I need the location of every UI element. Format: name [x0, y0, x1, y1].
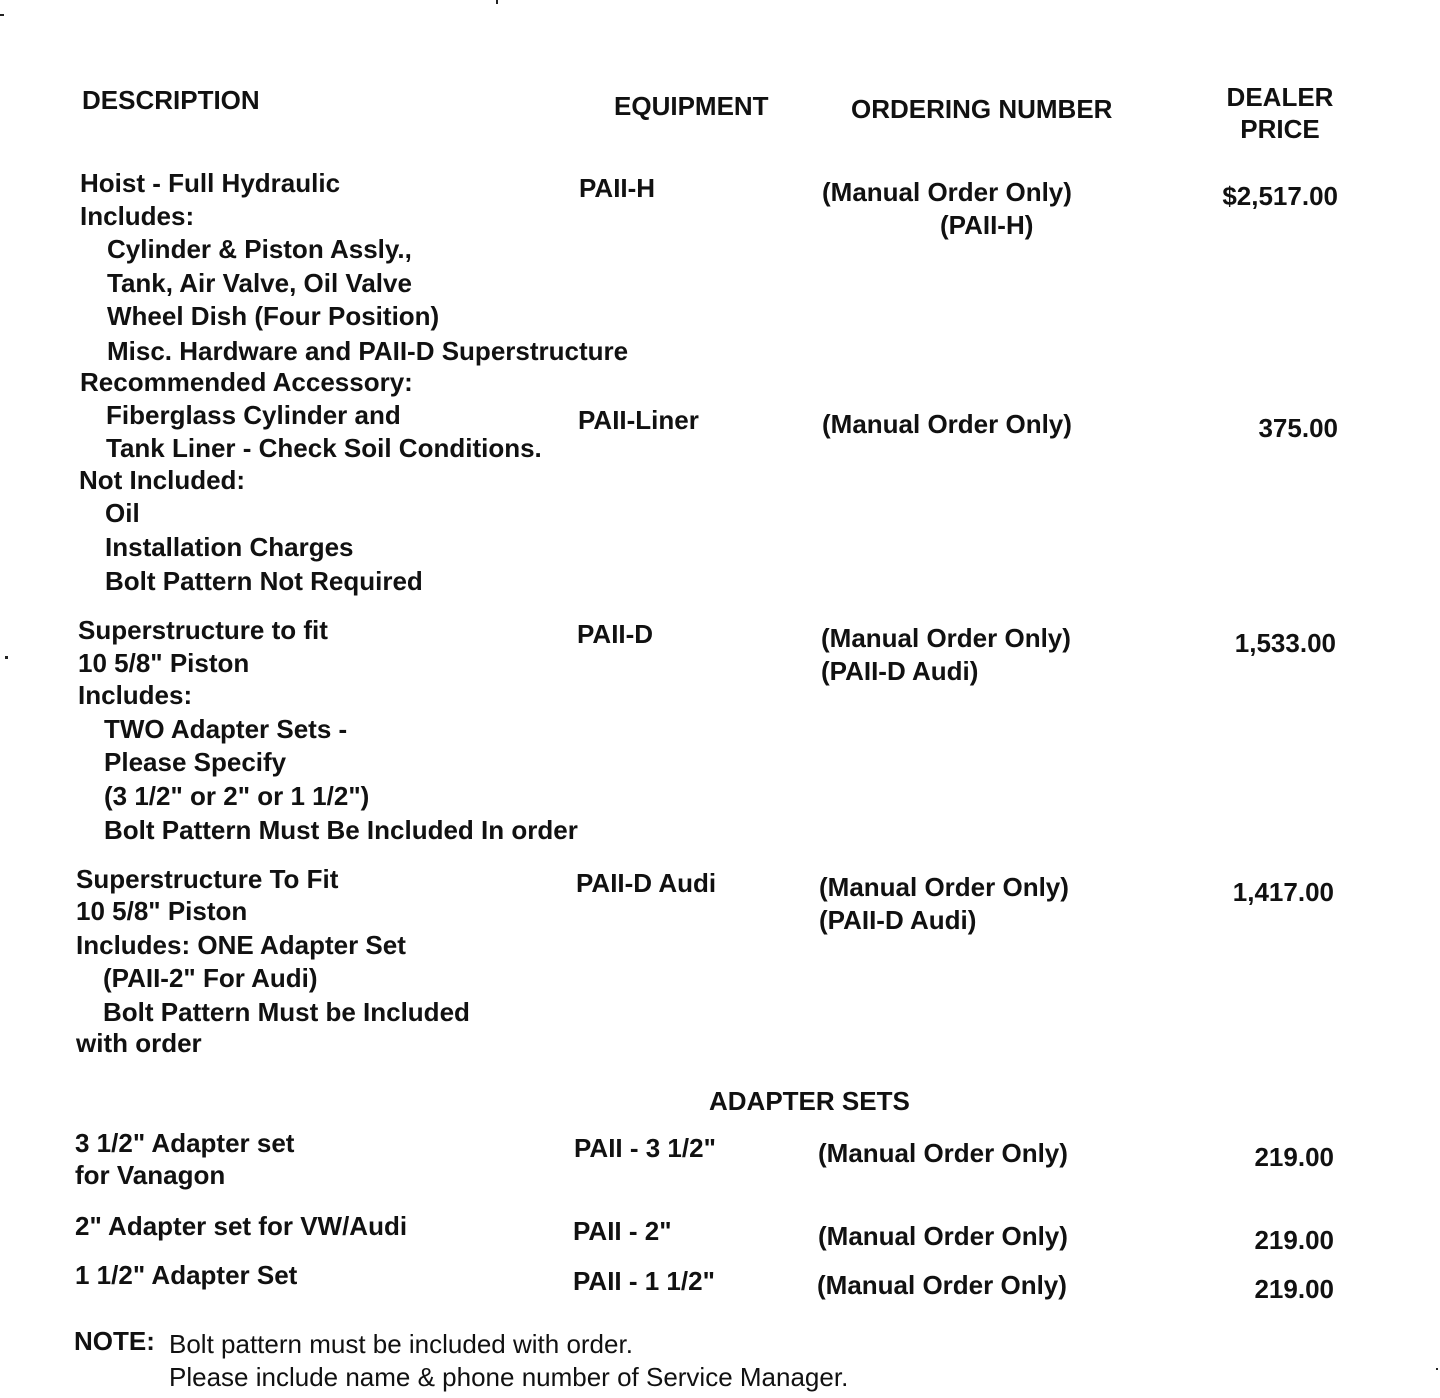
adapter2-equipment: PAII - 2"	[573, 1216, 672, 1246]
item4-equipment: PAII-D Audi	[576, 868, 717, 898]
item1-desc-line: Wheel Dish (Four Position)	[107, 301, 440, 331]
item3-desc-line: Superstructure to fit	[78, 615, 328, 645]
adapter1-desc-line: for Vanagon	[75, 1160, 226, 1190]
adapter2-desc-line: 2" Adapter set for VW/Audi	[75, 1211, 408, 1241]
item4-ordering-line: (Manual Order Only)	[819, 872, 1069, 902]
item2-desc-line: Installation Charges	[105, 532, 354, 562]
item1-desc-line: Hoist - Full Hydraulic	[80, 168, 341, 198]
item2-equipment: PAII-Liner	[578, 405, 699, 435]
item2-desc-line: Bolt Pattern Not Required	[105, 566, 423, 596]
adapter1-desc-line: 3 1/2" Adapter set	[75, 1128, 295, 1158]
item3-desc-line: TWO Adapter Sets -	[104, 714, 348, 744]
note-label: NOTE:	[74, 1326, 155, 1356]
adapter3-desc-line: 1 1/2" Adapter Set	[75, 1260, 298, 1290]
item4-desc-line: Includes: ONE Adapter Set	[76, 930, 406, 960]
adapter1-price: 219.00	[1254, 1142, 1334, 1172]
item4-desc-line: (PAII-2" For Audi)	[103, 963, 318, 993]
item4-desc-line: 10 5/8" Piston	[76, 896, 248, 926]
item2-price: 375.00	[1258, 413, 1338, 443]
item2-desc-line: Recommended Accessory:	[80, 367, 413, 397]
item2-desc-line: Not Included:	[79, 465, 246, 495]
header-equipment: EQUIPMENT	[614, 91, 769, 121]
item1-ordering-line: (PAII-H)	[940, 210, 1034, 240]
item3-ordering-line: (PAII-D Audi)	[821, 656, 979, 686]
adapter-sets-heading: ADAPTER SETS	[709, 1086, 910, 1116]
adapter2-price: 219.00	[1254, 1225, 1334, 1255]
scan-speck	[0, 14, 4, 16]
header-description: DESCRIPTION	[82, 85, 260, 115]
adapter3-price: 219.00	[1254, 1274, 1334, 1304]
adapter1-equipment: PAII - 3 1/2"	[574, 1133, 716, 1163]
scan-speck	[1436, 1368, 1438, 1370]
item4-price: 1,417.00	[1232, 877, 1334, 907]
adapter1-ordering: (Manual Order Only)	[818, 1138, 1068, 1168]
item3-desc-line: Bolt Pattern Must Be Included In order	[104, 815, 578, 845]
item1-ordering-line: (Manual Order Only)	[822, 177, 1072, 207]
item4-desc-line: Superstructure To Fit	[76, 864, 339, 894]
item2-desc-line: Oil	[105, 498, 140, 528]
item3-desc-line: (3 1/2" or 2" or 1 1/2")	[104, 781, 370, 811]
item1-desc-line: Tank, Air Valve, Oil Valve	[107, 268, 412, 298]
adapter3-equipment: PAII - 1 1/2"	[573, 1266, 715, 1296]
scan-speck	[5, 656, 8, 659]
item2-desc-line: Fiberglass Cylinder and	[106, 400, 401, 430]
item4-ordering-line: (PAII-D Audi)	[819, 905, 977, 935]
header-ordering-number: ORDERING NUMBER	[851, 94, 1113, 124]
item3-desc-line: Includes:	[78, 680, 193, 710]
item2-desc-line: Tank Liner - Check Soil Conditions.	[106, 433, 542, 463]
item1-desc-line: Cylinder & Piston Assly.,	[107, 234, 412, 264]
note-line2: Please include name & phone number of Service Manager.	[169, 1362, 849, 1392]
item1-desc-line: Misc. Hardware and PAII-D Superstructure	[107, 336, 629, 366]
item1-price: $2,517.00	[1222, 181, 1338, 211]
item3-desc-line: 10 5/8" Piston	[78, 648, 250, 678]
item3-price: 1,533.00	[1234, 628, 1336, 658]
header-dealer-price-line2: PRICE	[1240, 114, 1320, 144]
item1-equipment: PAII-H	[579, 173, 656, 203]
item1-desc-line: Includes:	[80, 201, 195, 231]
item3-desc-line: Please Specify	[104, 747, 287, 777]
item3-ordering-line: (Manual Order Only)	[821, 623, 1071, 653]
item4-desc-line: with order	[76, 1028, 202, 1058]
item4-desc-line: Bolt Pattern Must be Included	[103, 997, 470, 1027]
item3-equipment: PAII-D	[577, 619, 654, 649]
note-line1: Bolt pattern must be included with order.	[169, 1329, 633, 1359]
scan-speck	[496, 0, 498, 4]
adapter2-ordering: (Manual Order Only)	[818, 1221, 1068, 1251]
item2-ordering-line: (Manual Order Only)	[822, 409, 1072, 439]
adapter3-ordering: (Manual Order Only)	[817, 1270, 1067, 1300]
header-dealer-price-line1: DEALER	[1226, 82, 1334, 112]
